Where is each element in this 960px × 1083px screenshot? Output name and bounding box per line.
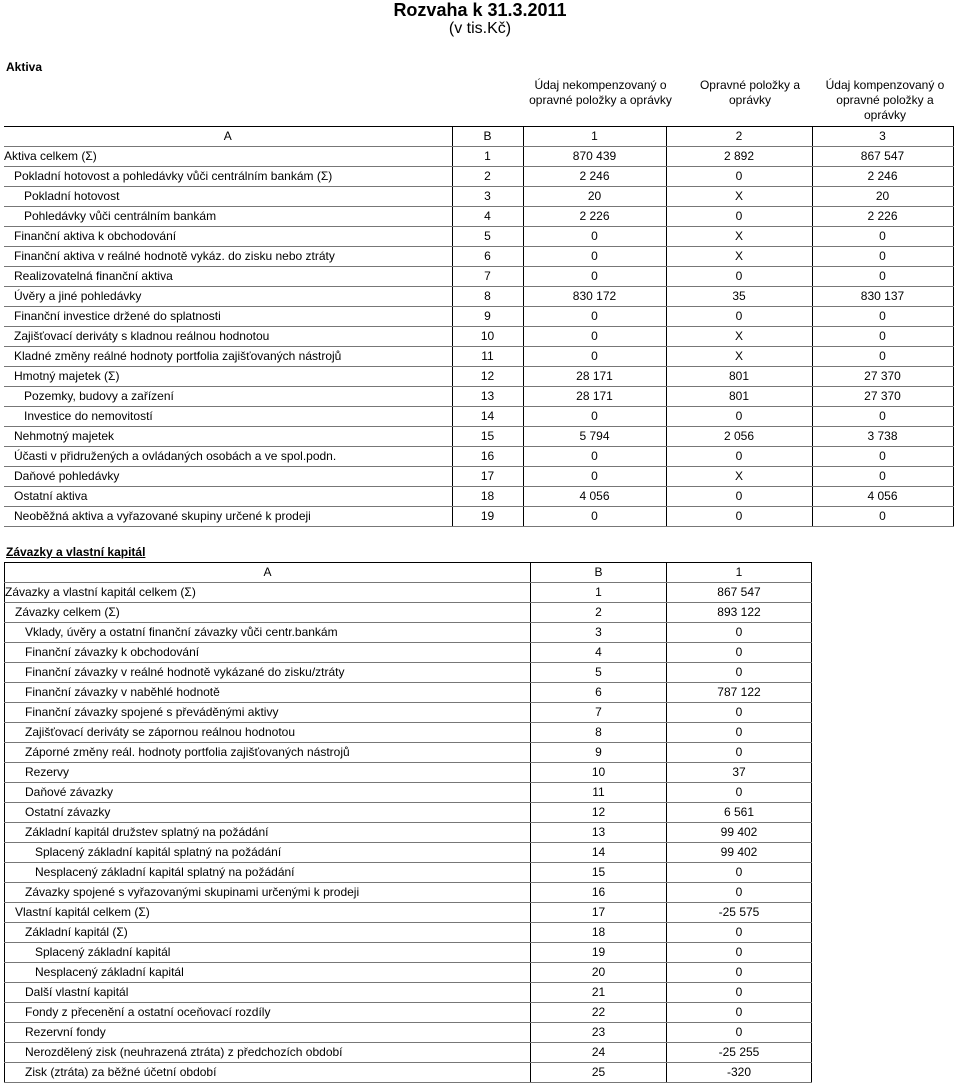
row-label: Finanční závazky v naběhlé hodnotě <box>5 683 531 703</box>
value-compensated: 2 246 <box>812 167 953 187</box>
value-compensated: 4 056 <box>812 487 953 507</box>
row-number: 10 <box>452 327 523 347</box>
value-adjustments: 2 892 <box>666 147 812 167</box>
row-label: Splacený základní kapitál splatný na požádání <box>5 843 531 863</box>
value-uncompensated: 28 171 <box>523 387 666 407</box>
value-uncompensated: 0 <box>523 407 666 427</box>
col-header-uncompensated: Údaj nekompenzovaný o opravné položky a oprávky <box>529 78 672 107</box>
row-number: 1 <box>452 147 523 167</box>
row-label: Nehmotný majetek <box>4 427 452 447</box>
value-amount: 0 <box>667 623 812 643</box>
row-label: Rezervní fondy <box>5 1023 531 1043</box>
row-number: 9 <box>531 743 667 763</box>
value-uncompensated: 0 <box>523 227 666 247</box>
index-a: A <box>4 127 452 147</box>
value-uncompensated: 0 <box>523 267 666 287</box>
value-adjustments: X <box>666 347 812 367</box>
value-compensated: 0 <box>812 467 953 487</box>
row-label: Závazky celkem (Σ) <box>5 603 531 623</box>
value-uncompensated: 0 <box>523 347 666 367</box>
value-amount: 0 <box>667 963 812 983</box>
row-label: Splacený základní kapitál <box>5 943 531 963</box>
value-amount: 0 <box>667 863 812 883</box>
row-label: Pozemky, budovy a zařízení <box>4 387 452 407</box>
value-uncompensated: 0 <box>523 247 666 267</box>
row-number: 3 <box>531 623 667 643</box>
value-uncompensated: 0 <box>523 327 666 347</box>
table-row <box>4 427 953 447</box>
row-number: 12 <box>452 367 523 387</box>
row-label: Záporné změny reál. hodnoty portfolia zajišťovaných nástrojů <box>5 743 531 763</box>
value-adjustments: 2 056 <box>666 427 812 447</box>
value-amount: 0 <box>667 663 812 683</box>
value-adjustments: 0 <box>666 447 812 467</box>
row-label: Finanční investice držené do splatnosti <box>4 307 452 327</box>
table-row <box>4 187 953 207</box>
value-amount: 0 <box>667 703 812 723</box>
row-label: Zisk (ztráta) za běžné účetní období <box>5 1063 531 1083</box>
col-header-adjustments: Opravné položky a oprávky <box>699 78 801 107</box>
row-number: 2 <box>452 167 523 187</box>
table-row <box>5 963 812 983</box>
row-number: 2 <box>531 603 667 623</box>
aktiva-section-label: Aktiva <box>6 60 43 74</box>
row-label: Vklady, úvěry a ostatní finanční závazky vůči centr.bankám <box>5 623 531 643</box>
row-number: 25 <box>531 1063 667 1083</box>
aktiva-index-row <box>4 127 953 147</box>
value-compensated: 3 738 <box>812 427 953 447</box>
value-adjustments: 0 <box>666 307 812 327</box>
page-subtitle: (v tis.Kč) <box>448 20 512 37</box>
row-number: 6 <box>531 683 667 703</box>
table-row <box>5 603 812 623</box>
table-row <box>4 467 953 487</box>
table-row <box>4 407 953 427</box>
index-1: 1 <box>523 127 666 147</box>
value-amount: 99 402 <box>667 843 812 863</box>
row-label: Nerozdělený zisk (neuhrazená ztráta) z předchozích období <box>5 1043 531 1063</box>
row-label: Finanční aktiva v reálné hodnotě vykáz. do zisku nebo ztráty <box>4 247 452 267</box>
row-label: Závazky a vlastní kapitál celkem (Σ) <box>5 583 531 603</box>
value-uncompensated: 4 056 <box>523 487 666 507</box>
value-amount: 0 <box>667 1023 812 1043</box>
value-amount: 0 <box>667 743 812 763</box>
row-number: 23 <box>531 1023 667 1043</box>
index-b: B <box>531 563 667 583</box>
index-1: 1 <box>667 563 812 583</box>
table-row <box>5 803 812 823</box>
row-label: Závazky spojené s vyřazovanými skupinami určenými k prodeji <box>5 883 531 903</box>
value-compensated: 0 <box>812 247 953 267</box>
table-row <box>4 247 953 267</box>
value-amount: 0 <box>667 983 812 1003</box>
index-a: A <box>5 563 531 583</box>
table-row <box>5 723 812 743</box>
table-row <box>4 447 953 467</box>
row-label: Pokladní hotovost a pohledávky vůči centrálním bankám (Σ) <box>4 167 452 187</box>
row-number: 16 <box>531 883 667 903</box>
value-uncompensated: 5 794 <box>523 427 666 447</box>
value-compensated: 0 <box>812 407 953 427</box>
value-amount: 37 <box>667 763 812 783</box>
table-row <box>4 387 953 407</box>
row-number: 13 <box>452 387 523 407</box>
value-compensated: 27 370 <box>812 367 953 387</box>
row-number: 16 <box>452 447 523 467</box>
row-label: Nesplacený základní kapitál splatný na požádání <box>5 863 531 883</box>
row-label: Další vlastní kapitál <box>5 983 531 1003</box>
row-number: 15 <box>452 427 523 447</box>
table-row <box>4 507 953 527</box>
row-number: 14 <box>531 843 667 863</box>
table-row <box>5 883 812 903</box>
table-row <box>4 367 953 387</box>
pasiva-index-row <box>5 563 812 583</box>
value-compensated: 0 <box>812 327 953 347</box>
row-label: Hmotný majetek (Σ) <box>4 367 452 387</box>
row-number: 17 <box>531 903 667 923</box>
table-row <box>4 347 953 367</box>
value-amount: 0 <box>667 783 812 803</box>
row-number: 15 <box>531 863 667 883</box>
row-number: 10 <box>531 763 667 783</box>
table-row <box>4 207 953 227</box>
value-adjustments: X <box>666 227 812 247</box>
table-row <box>5 863 812 883</box>
table-row <box>5 643 812 663</box>
table-row <box>5 943 812 963</box>
value-amount: 99 402 <box>667 823 812 843</box>
row-label: Investice do nemovitostí <box>4 407 452 427</box>
row-number: 20 <box>531 963 667 983</box>
row-number: 18 <box>452 487 523 507</box>
value-adjustments: 0 <box>666 507 812 527</box>
row-label: Účasti v přidružených a ovládaných osobách a ve spol.podn. <box>4 447 452 467</box>
table-row <box>4 307 953 327</box>
value-amount: 6 561 <box>667 803 812 823</box>
value-amount: 0 <box>667 723 812 743</box>
row-label: Kladné změny reálné hodnoty portfolia zajišťovaných nástrojů <box>4 347 452 367</box>
value-amount: 0 <box>667 1003 812 1023</box>
row-label: Zajišťovací deriváty s kladnou reálnou hodnotou <box>4 327 452 347</box>
value-amount: 893 122 <box>667 603 812 623</box>
value-compensated: 0 <box>812 227 953 247</box>
row-label: Pokladní hotovost <box>4 187 452 207</box>
row-label: Neoběžná aktiva a vyřazované skupiny určené k prodeji <box>4 507 452 527</box>
row-number: 13 <box>531 823 667 843</box>
row-label: Fondy z přecenění a ostatní oceňovací rozdíly <box>5 1003 531 1023</box>
row-number: 8 <box>531 723 667 743</box>
row-number: 9 <box>452 307 523 327</box>
row-number: 19 <box>531 943 667 963</box>
value-amount: 787 122 <box>667 683 812 703</box>
row-label: Finanční závazky spojené s převáděnými aktivy <box>5 703 531 723</box>
aktiva-table <box>4 126 954 527</box>
row-number: 12 <box>531 803 667 823</box>
table-row <box>4 167 953 187</box>
row-number: 3 <box>452 187 523 207</box>
row-number: 5 <box>531 663 667 683</box>
value-adjustments: 801 <box>666 367 812 387</box>
row-label: Aktiva celkem (Σ) <box>4 147 452 167</box>
row-number: 5 <box>452 227 523 247</box>
value-amount: 0 <box>667 943 812 963</box>
value-adjustments: X <box>666 187 812 207</box>
value-adjustments: 35 <box>666 287 812 307</box>
row-number: 11 <box>531 783 667 803</box>
value-uncompensated: 28 171 <box>523 367 666 387</box>
value-compensated: 27 370 <box>812 387 953 407</box>
value-amount: -25 575 <box>667 903 812 923</box>
table-row <box>5 1023 812 1043</box>
table-row <box>4 147 953 167</box>
value-amount: 867 547 <box>667 583 812 603</box>
row-label: Základní kapitál družstev splatný na požádání <box>5 823 531 843</box>
value-uncompensated: 20 <box>523 187 666 207</box>
row-number: 7 <box>452 267 523 287</box>
value-uncompensated: 0 <box>523 467 666 487</box>
value-uncompensated: 0 <box>523 507 666 527</box>
row-label: Ostatní závazky <box>5 803 531 823</box>
table-row <box>5 903 812 923</box>
value-adjustments: 0 <box>666 267 812 287</box>
value-adjustments: X <box>666 467 812 487</box>
row-number: 14 <box>452 407 523 427</box>
row-number: 21 <box>531 983 667 1003</box>
value-amount: -320 <box>667 1063 812 1083</box>
value-adjustments: 0 <box>666 167 812 187</box>
row-label: Ostatní aktiva <box>4 487 452 507</box>
value-compensated: 2 226 <box>812 207 953 227</box>
pasiva-table <box>4 562 812 1083</box>
table-row <box>5 583 812 603</box>
index-2: 2 <box>666 127 812 147</box>
value-adjustments: X <box>666 247 812 267</box>
value-uncompensated: 2 226 <box>523 207 666 227</box>
page-title: Rozvaha k 31.3.2011 <box>393 0 567 20</box>
table-row <box>5 623 812 643</box>
row-number: 22 <box>531 1003 667 1023</box>
row-number: 24 <box>531 1043 667 1063</box>
table-row <box>4 287 953 307</box>
index-b: B <box>452 127 523 147</box>
row-number: 19 <box>452 507 523 527</box>
value-amount: -25 255 <box>667 1043 812 1063</box>
row-number: 8 <box>452 287 523 307</box>
table-row <box>4 227 953 247</box>
value-uncompensated: 0 <box>523 447 666 467</box>
table-row <box>5 1043 812 1063</box>
row-number: 17 <box>452 467 523 487</box>
row-label: Vlastní kapitál celkem (Σ) <box>5 903 531 923</box>
value-compensated: 867 547 <box>812 147 953 167</box>
row-number: 6 <box>452 247 523 267</box>
pasiva-section-label: Závazky a vlastní kapitál <box>6 545 146 559</box>
row-label: Pohledávky vůči centrálním bankám <box>4 207 452 227</box>
value-compensated: 0 <box>812 347 953 367</box>
row-number: 7 <box>531 703 667 723</box>
value-compensated: 0 <box>812 507 953 527</box>
value-uncompensated: 830 172 <box>523 287 666 307</box>
row-label: Daňové závazky <box>5 783 531 803</box>
table-row <box>5 923 812 943</box>
row-label: Zajišťovací deriváty se zápornou reálnou hodnotou <box>5 723 531 743</box>
row-number: 18 <box>531 923 667 943</box>
value-uncompensated: 2 246 <box>523 167 666 187</box>
table-row <box>4 327 953 347</box>
table-row <box>5 743 812 763</box>
row-number: 4 <box>531 643 667 663</box>
value-adjustments: X <box>666 327 812 347</box>
row-number: 1 <box>531 583 667 603</box>
row-label: Rezervy <box>5 763 531 783</box>
value-amount: 0 <box>667 923 812 943</box>
table-row <box>5 783 812 803</box>
value-amount: 0 <box>667 643 812 663</box>
value-uncompensated: 0 <box>523 307 666 327</box>
table-row <box>5 763 812 783</box>
row-label: Finanční aktiva k obchodování <box>4 227 452 247</box>
value-adjustments: 0 <box>666 407 812 427</box>
value-compensated: 0 <box>812 447 953 467</box>
value-compensated: 0 <box>812 307 953 327</box>
value-amount: 0 <box>667 883 812 903</box>
col-header-compensated: Údaj kompenzovaný o opravné položky a oprávky <box>825 78 945 122</box>
value-compensated: 830 137 <box>812 287 953 307</box>
table-row <box>5 823 812 843</box>
value-compensated: 20 <box>812 187 953 207</box>
value-adjustments: 0 <box>666 207 812 227</box>
row-label: Finanční závazky v reálné hodnotě vykázané do zisku/ztráty <box>5 663 531 683</box>
table-row <box>4 267 953 287</box>
table-row <box>5 1003 812 1023</box>
value-compensated: 0 <box>812 267 953 287</box>
table-row <box>5 1063 812 1083</box>
row-label: Nesplacený základní kapitál <box>5 963 531 983</box>
table-row <box>5 843 812 863</box>
table-row <box>5 663 812 683</box>
row-number: 11 <box>452 347 523 367</box>
table-row <box>5 683 812 703</box>
value-adjustments: 0 <box>666 487 812 507</box>
row-number: 4 <box>452 207 523 227</box>
row-label: Úvěry a jiné pohledávky <box>4 287 452 307</box>
row-label: Finanční závazky k obchodování <box>5 643 531 663</box>
index-3: 3 <box>812 127 953 147</box>
table-row <box>4 487 953 507</box>
value-adjustments: 801 <box>666 387 812 407</box>
row-label: Základní kapitál (Σ) <box>5 923 531 943</box>
row-label: Realizovatelná finanční aktiva <box>4 267 452 287</box>
row-label: Daňové pohledávky <box>4 467 452 487</box>
value-uncompensated: 870 439 <box>523 147 666 167</box>
table-row <box>5 983 812 1003</box>
table-row <box>5 703 812 723</box>
